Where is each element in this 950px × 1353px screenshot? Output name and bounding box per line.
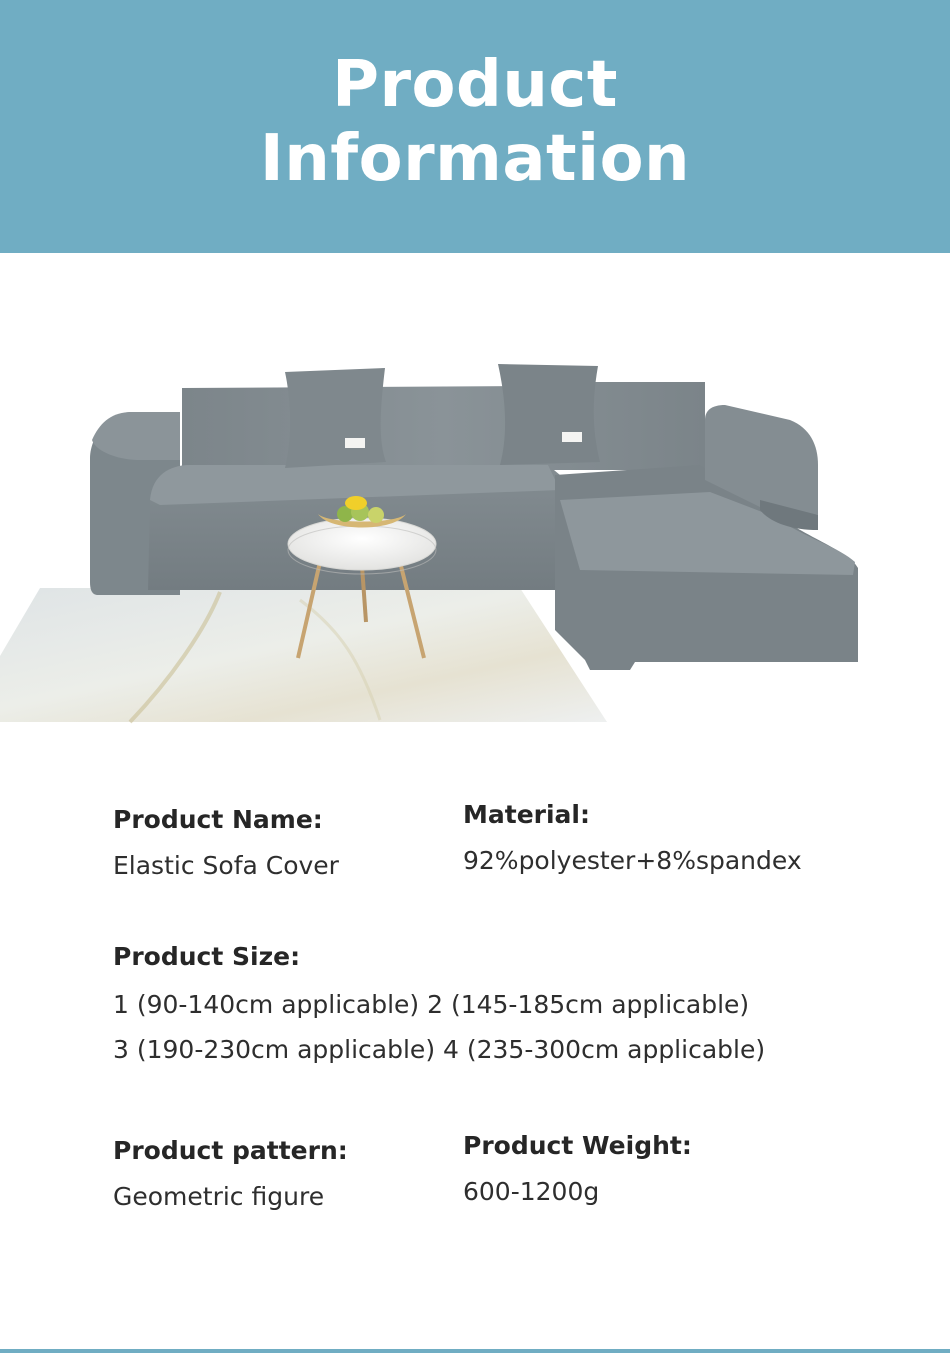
header-banner [0, 0, 950, 253]
product-size-values [113, 982, 765, 1072]
page-title-line-2: Information [259, 122, 691, 196]
page-title [0, 48, 950, 196]
product-photo [0, 300, 950, 740]
product-size-label: Product Size: [113, 942, 301, 971]
product-weight-label: Product Weight: [463, 1131, 692, 1160]
rug [0, 588, 607, 722]
product-size-line-1: 1 (90-140cm applicable) 2 (145-185cm applicable) [113, 990, 750, 1019]
product-pattern-label: Product pattern: [113, 1136, 348, 1165]
material-block [463, 800, 802, 883]
material-value: 92%polyester+8%spandex [463, 846, 802, 875]
product-size-line-2: 3 (190-230cm applicable) 4 (235-300cm applicable) [113, 1035, 766, 1064]
product-size-block [113, 942, 765, 1072]
material-label: Material: [463, 800, 590, 829]
product-name-label: Product Name: [113, 805, 323, 834]
sofa-backrest [182, 382, 705, 470]
bottom-divider [0, 1349, 950, 1353]
product-name-value: Elastic Sofa Cover [113, 851, 339, 880]
product-pattern-value: Geometric figure [113, 1182, 325, 1211]
cushion-right [498, 364, 600, 465]
page-title-line-1: Product [332, 48, 618, 122]
product-name-block [113, 805, 339, 888]
product-weight-value: 600-1200g [463, 1177, 600, 1206]
product-weight-block [463, 1131, 692, 1214]
cushion-left [285, 368, 386, 468]
product-pattern-block [113, 1136, 348, 1219]
